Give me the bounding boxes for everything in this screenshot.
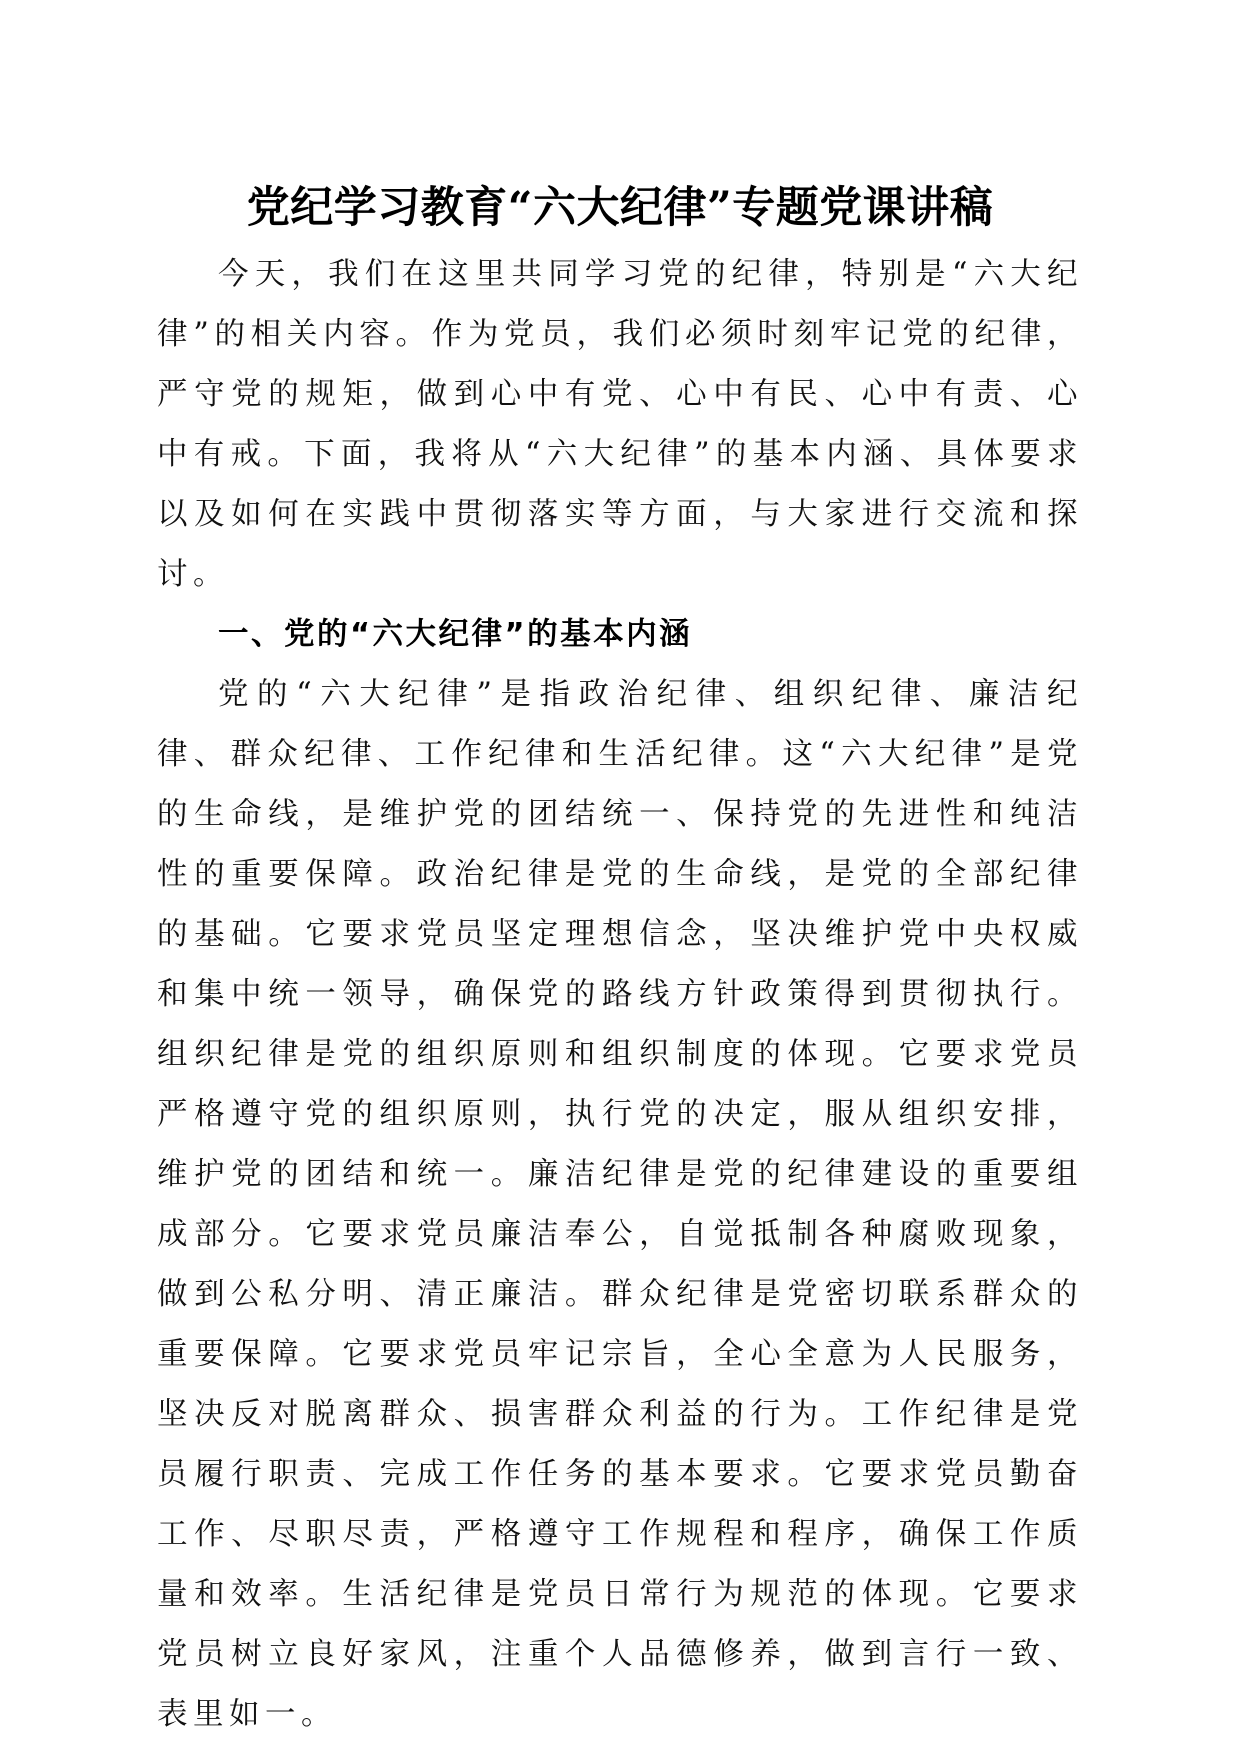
document-title: 党纪学习教育“六大纪律”专题党课讲稿 <box>246 183 994 233</box>
section-paragraph: 党的“六大纪律”是指政治纪律、组织纪律、廉洁纪律、群众纪律、工作纪律和生活纪律。这“六大纪律”是党的生命线，是维护党的团结统一、保持党的先进性和纯洁性的重要保障。政治纪律是党的生命线，是党的全部纪律的基础。它要求党员坚定理想信念，坚决维护党中央权威和集中统一领导，确保党的路线方针政策得到贯彻执行。组织纪律是党的组织原则和组织制度的体现。它要求党员严格遵守党的组织原则，执行党的决定，服从组织安排，维护党的团结和统一。廉洁纪律是党的纪律建设的重要组成部分。它要求党员廉洁奉公，自觉抵制各种腐败现象，做到公私分明、清正廉洁。群众纪律是党密切联系群众的重要保障。它要求党员牢记宗旨，全心全意为人民服务，坚决反对脱离群众、损害群众利益的行为。工作纪律是党员履行职责、完成工作任务的基本要求。它要求党员勤奋工作、尽职尽责，严格遵守工作规程和程序，确保工作质量和效率。生活纪律是党员日常行为规范的体现。它要求党员树立良好家风，注重个人品德修养，做到言行一致、表里如一。 <box>157 677 1083 1732</box>
section-heading: 一、党的“六大纪律”的基本内涵 <box>218 617 693 652</box>
document-body <box>157 245 1083 1745</box>
intro-paragraph: 今天，我们在这里共同学习党的纪律，特别是“六大纪律”的相关内容。作为党员，我们必须时刻牢记党的纪律，严守党的规矩，做到心中有党、心中有民、心中有责、心中有戒。下面，我将从“六大纪律”的基本内涵、具体要求以及如何在实践中贯彻落实等方面，与大家进行交流和探讨。 <box>157 257 1083 592</box>
